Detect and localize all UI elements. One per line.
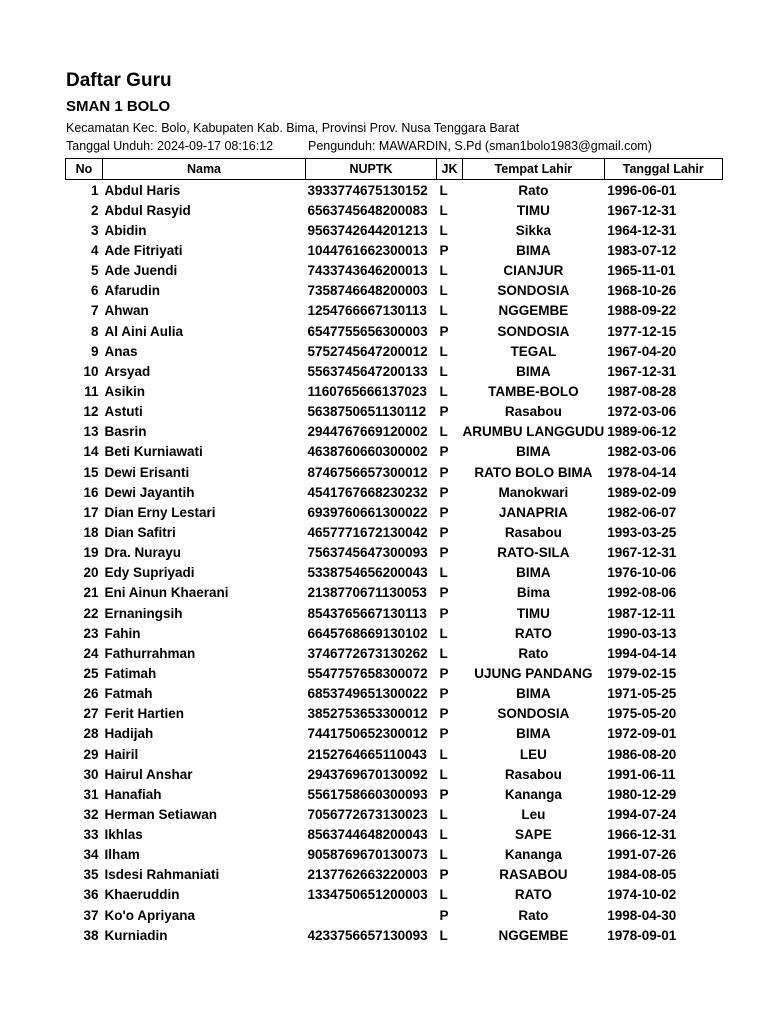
cell-tempat-lahir: NGGEMBE bbox=[498, 927, 569, 943]
cell-nama: Ade Juendi bbox=[104, 263, 178, 279]
cell-no: 7 bbox=[90, 303, 99, 319]
cell-jk: P bbox=[439, 484, 449, 500]
cell-jk: P bbox=[439, 545, 449, 561]
cell-nama: Ferit Hartien bbox=[104, 706, 185, 722]
cell-nama: Edy Supriyadi bbox=[104, 565, 195, 581]
cell-tempat-lahir: Manokwari bbox=[498, 484, 569, 500]
table-row bbox=[66, 220, 723, 240]
cell-nama: Abdul Haris bbox=[104, 182, 181, 198]
cell-tanggal-lahir: 1978-04-14 bbox=[607, 464, 677, 480]
cell-nuptk: 1160765666137023 bbox=[307, 383, 427, 399]
cell-tanggal-lahir: 1971-05-25 bbox=[607, 686, 677, 702]
cell-tanggal-lahir: 1974-10-02 bbox=[607, 887, 677, 903]
cell-tanggal-lahir: 1968-10-26 bbox=[607, 283, 677, 299]
cell-tanggal-lahir: 1980-12-29 bbox=[607, 786, 677, 802]
cell-nama: Eni Ainun Khaerani bbox=[104, 585, 229, 601]
cell-no: 10 bbox=[83, 363, 99, 379]
cell-no: 3 bbox=[90, 222, 99, 238]
cell-nuptk: 7441750652300012 bbox=[307, 726, 428, 742]
cell-tempat-lahir: TIMU bbox=[516, 202, 550, 218]
uploader-info: Pengunduh: MAWARDIN, S.Pd (sman1bolo1983@gmail.com) bbox=[308, 139, 652, 153]
cell-nuptk: 3852753653300012 bbox=[307, 706, 428, 722]
cell-no: 32 bbox=[83, 806, 99, 822]
cell-no: 4 bbox=[90, 242, 99, 258]
table-row bbox=[66, 563, 723, 583]
cell-jk: L bbox=[439, 746, 448, 762]
cell-tanggal-lahir: 1993-03-25 bbox=[607, 524, 677, 540]
cell-no: 34 bbox=[83, 847, 99, 863]
cell-nama: Isdesi Rahmaniati bbox=[104, 867, 220, 883]
cell-nuptk: 4657771672130042 bbox=[307, 524, 428, 540]
table-row bbox=[66, 522, 723, 542]
cell-tanggal-lahir: 1977-12-15 bbox=[607, 323, 677, 339]
column-header-jk: JK bbox=[437, 159, 463, 180]
cell-nuptk: 2944767669120002 bbox=[307, 424, 428, 440]
cell-tempat-lahir: Sikka bbox=[515, 222, 552, 238]
cell-nama: Fatmah bbox=[104, 686, 153, 702]
cell-nama: Ikhlas bbox=[104, 827, 143, 843]
cell-no: 21 bbox=[83, 585, 99, 601]
table-row bbox=[66, 744, 723, 764]
table-header-row bbox=[66, 159, 723, 180]
table-row bbox=[66, 623, 723, 643]
cell-jk: L bbox=[439, 927, 448, 943]
cell-nama: Dian Safitri bbox=[104, 524, 176, 540]
teacher-table bbox=[65, 158, 723, 945]
cell-nama: Dian Erny Lestari bbox=[104, 504, 216, 520]
cell-tempat-lahir: JANAPRIA bbox=[498, 504, 568, 520]
cell-nuptk: 2943769670130092 bbox=[307, 766, 428, 782]
cell-tanggal-lahir: 1967-04-20 bbox=[607, 343, 677, 359]
cell-nuptk: 7433743646200013 bbox=[307, 263, 428, 279]
cell-nama: Dewi Jayantih bbox=[104, 484, 195, 500]
cell-jk: L bbox=[439, 343, 448, 359]
cell-nuptk: 5563745647200133 bbox=[307, 363, 428, 379]
cell-tempat-lahir: Bima bbox=[516, 585, 550, 601]
cell-tempat-lahir: TAMBE-BOLO bbox=[488, 383, 579, 399]
cell-nama: Herman Setiawan bbox=[104, 806, 218, 822]
cell-tempat-lahir: ARUMBU LANGGUDU bbox=[462, 424, 605, 440]
cell-jk: P bbox=[439, 585, 449, 601]
cell-tempat-lahir: Kananga bbox=[504, 847, 562, 863]
cell-tempat-lahir: Rato bbox=[518, 907, 549, 923]
table-row bbox=[66, 764, 723, 784]
cell-tanggal-lahir: 1967-12-31 bbox=[607, 202, 677, 218]
cell-nuptk: 4638760660300002 bbox=[307, 444, 428, 460]
cell-nuptk bbox=[306, 905, 437, 925]
cell-no: 8 bbox=[90, 323, 99, 339]
location-info: Kecamatan Kec. Bolo, Kabupaten Kab. Bima, Provinsi Prov. Nusa Tenggara Barat bbox=[66, 121, 520, 135]
cell-no: 22 bbox=[83, 605, 99, 621]
cell-no: 27 bbox=[83, 706, 99, 722]
cell-tanggal-lahir: 1987-08-28 bbox=[607, 383, 677, 399]
cell-nama: Abidin bbox=[104, 222, 147, 238]
cell-no: 31 bbox=[83, 786, 99, 802]
table-row bbox=[66, 905, 723, 925]
cell-nama: Dewi Erisanti bbox=[104, 464, 190, 480]
cell-no: 18 bbox=[83, 524, 99, 540]
cell-nuptk: 7056772673130023 bbox=[307, 806, 428, 822]
table-row bbox=[66, 885, 723, 905]
table-row bbox=[66, 865, 723, 885]
table-body bbox=[66, 180, 723, 946]
table-row bbox=[66, 663, 723, 683]
table-row bbox=[66, 200, 723, 220]
table-row bbox=[66, 482, 723, 502]
cell-nama: Hadijah bbox=[104, 726, 154, 742]
cell-no: 28 bbox=[83, 726, 99, 742]
cell-no: 26 bbox=[83, 686, 99, 702]
table-row bbox=[66, 684, 723, 704]
cell-tanggal-lahir: 1972-09-01 bbox=[607, 726, 677, 742]
cell-nama: Afarudin bbox=[104, 283, 160, 299]
cell-nuptk: 9058769670130073 bbox=[307, 847, 428, 863]
cell-nama: Hairil bbox=[104, 746, 139, 762]
cell-tanggal-lahir: 1964-12-31 bbox=[607, 222, 677, 238]
cell-tanggal-lahir: 1989-02-09 bbox=[607, 484, 677, 500]
cell-nuptk: 3746772673130262 bbox=[307, 645, 428, 661]
cell-tanggal-lahir: 1978-09-01 bbox=[607, 927, 677, 943]
cell-tempat-lahir: NGGEMBE bbox=[498, 303, 569, 319]
cell-jk: P bbox=[439, 524, 449, 540]
cell-jk: P bbox=[439, 404, 449, 420]
cell-tanggal-lahir: 1982-03-06 bbox=[607, 444, 677, 460]
cell-tempat-lahir: Rasabou bbox=[504, 524, 562, 540]
cell-nuptk: 1044761662300013 bbox=[307, 242, 428, 258]
cell-tempat-lahir: BIMA bbox=[516, 565, 551, 581]
cell-tempat-lahir: UJUNG PANDANG bbox=[474, 665, 593, 681]
cell-nama: Fathurrahman bbox=[104, 645, 196, 661]
cell-tempat-lahir: SONDOSIA bbox=[497, 283, 570, 299]
cell-tanggal-lahir: 1983-07-12 bbox=[607, 242, 677, 258]
cell-nuptk: 1254766667130113 bbox=[307, 303, 427, 319]
cell-nuptk: 6547755656300003 bbox=[307, 323, 428, 339]
cell-jk: L bbox=[439, 383, 448, 399]
cell-no: 9 bbox=[90, 343, 99, 359]
cell-nuptk: 5752745647200012 bbox=[307, 343, 428, 359]
page-title: Daftar Guru bbox=[66, 70, 172, 91]
cell-jk: L bbox=[439, 847, 448, 863]
cell-jk: P bbox=[439, 605, 449, 621]
cell-nuptk: 1334750651200003 bbox=[307, 887, 428, 903]
table-row bbox=[66, 442, 723, 462]
table-row bbox=[66, 724, 723, 744]
cell-tempat-lahir: SAPE bbox=[514, 827, 552, 843]
cell-tempat-lahir: TEGAL bbox=[510, 343, 557, 359]
cell-jk: L bbox=[439, 766, 448, 782]
cell-nama: Ahwan bbox=[104, 303, 149, 319]
table-row bbox=[66, 462, 723, 482]
column-header-nama: Nama bbox=[103, 159, 306, 180]
download-date: Tanggal Unduh: 2024-09-17 08:16:12 bbox=[66, 139, 274, 153]
cell-nuptk: 8543765667130113 bbox=[307, 605, 427, 621]
table-row bbox=[66, 321, 723, 341]
cell-no: 25 bbox=[83, 665, 99, 681]
cell-jk: L bbox=[439, 263, 448, 279]
cell-tempat-lahir: BIMA bbox=[516, 686, 551, 702]
cell-no: 37 bbox=[83, 907, 99, 923]
cell-tempat-lahir: TIMU bbox=[516, 605, 550, 621]
cell-tempat-lahir: Rasabou bbox=[504, 404, 562, 420]
cell-tempat-lahir: LEU bbox=[519, 746, 547, 762]
cell-tempat-lahir: RATO bbox=[514, 625, 552, 641]
cell-tanggal-lahir: 1976-10-06 bbox=[607, 565, 677, 581]
school-name: SMAN 1 BOLO bbox=[66, 98, 171, 115]
cell-jk: L bbox=[439, 887, 448, 903]
cell-tanggal-lahir: 1982-06-07 bbox=[607, 504, 677, 520]
cell-jk: P bbox=[439, 464, 449, 480]
cell-tempat-lahir: Rato bbox=[518, 182, 549, 198]
cell-jk: P bbox=[439, 504, 449, 520]
cell-tanggal-lahir: 1991-07-26 bbox=[607, 847, 677, 863]
cell-tempat-lahir: RASABOU bbox=[499, 867, 568, 883]
cell-no: 23 bbox=[83, 625, 99, 641]
cell-jk: P bbox=[439, 242, 449, 258]
cell-tempat-lahir: RATO BOLO BIMA bbox=[474, 464, 593, 480]
cell-nama: Ade Fitriyati bbox=[104, 242, 183, 258]
cell-no: 2 bbox=[90, 202, 99, 218]
table-row bbox=[66, 361, 723, 381]
cell-no: 36 bbox=[83, 887, 99, 903]
cell-no: 33 bbox=[83, 827, 99, 843]
cell-tempat-lahir: Leu bbox=[521, 806, 546, 822]
cell-nuptk: 5561758660300093 bbox=[307, 786, 428, 802]
cell-nama: Fahin bbox=[104, 625, 141, 641]
cell-tanggal-lahir: 1994-07-24 bbox=[607, 806, 677, 822]
cell-tempat-lahir: CIANJUR bbox=[503, 263, 564, 279]
table-row bbox=[66, 784, 723, 804]
column-header-tanggal-lahir: Tanggal Lahir bbox=[604, 159, 722, 180]
cell-nuptk: 6939760661300022 bbox=[307, 504, 428, 520]
cell-jk: P bbox=[439, 706, 449, 722]
cell-nuptk: 8563744648200043 bbox=[307, 827, 428, 843]
cell-jk: P bbox=[439, 726, 449, 742]
cell-nama: Ko'o Apriyana bbox=[104, 907, 195, 923]
column-header-no: No bbox=[66, 159, 103, 180]
cell-tempat-lahir: Rasabou bbox=[504, 766, 562, 782]
cell-nuptk: 5547757658300072 bbox=[307, 665, 428, 681]
cell-no: 11 bbox=[84, 383, 99, 399]
cell-jk: P bbox=[439, 323, 449, 339]
cell-no: 20 bbox=[83, 565, 99, 581]
table-row bbox=[66, 583, 723, 603]
cell-tanggal-lahir: 1988-09-22 bbox=[607, 303, 677, 319]
table-row bbox=[66, 381, 723, 401]
cell-tanggal-lahir: 1966-12-31 bbox=[607, 827, 677, 843]
cell-tanggal-lahir: 1972-03-06 bbox=[607, 404, 677, 420]
cell-jk: L bbox=[439, 645, 448, 661]
cell-jk: L bbox=[439, 283, 448, 299]
cell-no: 14 bbox=[83, 444, 99, 460]
table-row bbox=[66, 825, 723, 845]
cell-nama: Dra. Nurayu bbox=[104, 545, 182, 561]
cell-no: 5 bbox=[90, 263, 99, 279]
cell-tanggal-lahir: 1975-05-20 bbox=[607, 706, 677, 722]
cell-tempat-lahir: BIMA bbox=[516, 726, 551, 742]
cell-jk: L bbox=[439, 565, 448, 581]
cell-nuptk: 2152764665110043 bbox=[307, 746, 427, 762]
cell-tempat-lahir: BIMA bbox=[516, 444, 551, 460]
cell-jk: L bbox=[439, 827, 448, 843]
cell-nuptk: 2138770671130053 bbox=[307, 585, 427, 601]
cell-nama: Ilham bbox=[104, 847, 140, 863]
cell-tempat-lahir: Kananga bbox=[504, 786, 562, 802]
cell-nuptk: 5338754656200043 bbox=[307, 565, 428, 581]
cell-nama: Basrin bbox=[104, 424, 147, 440]
cell-tanggal-lahir: 1987-12-11 bbox=[607, 605, 676, 621]
cell-nama: Beti Kurniawati bbox=[104, 444, 203, 460]
table-row bbox=[66, 240, 723, 260]
cell-tempat-lahir: BIMA bbox=[516, 363, 551, 379]
cell-nama: Anas bbox=[104, 343, 138, 359]
cell-nama: Ernaningsih bbox=[104, 605, 183, 621]
table-row bbox=[66, 261, 723, 281]
cell-tempat-lahir: SONDOSIA bbox=[497, 706, 570, 722]
table-row bbox=[66, 603, 723, 623]
column-header-nuptk: NUPTK bbox=[306, 159, 437, 180]
table-row bbox=[66, 422, 723, 442]
table-row bbox=[66, 643, 723, 663]
cell-tempat-lahir: SONDOSIA bbox=[497, 323, 570, 339]
cell-tempat-lahir: RATO bbox=[514, 887, 552, 903]
cell-nama: Al Aini Aulia bbox=[104, 323, 184, 339]
cell-no: 19 bbox=[83, 545, 99, 561]
table-row bbox=[66, 341, 723, 361]
cell-nama: Hanafiah bbox=[104, 786, 162, 802]
cell-nama: Kurniadin bbox=[104, 927, 168, 943]
cell-no: 29 bbox=[83, 746, 99, 762]
cell-nama: Khaeruddin bbox=[104, 887, 180, 903]
cell-jk: L bbox=[439, 363, 448, 379]
cell-tanggal-lahir: 1967-12-31 bbox=[607, 363, 677, 379]
cell-jk: L bbox=[439, 202, 448, 218]
cell-nuptk: 2137762663220003 bbox=[307, 867, 428, 883]
cell-jk: P bbox=[439, 907, 449, 923]
cell-nama: Abdul Rasyid bbox=[104, 202, 191, 218]
cell-tempat-lahir: Rato bbox=[518, 645, 549, 661]
cell-nuptk: 3933774675130152 bbox=[307, 182, 428, 198]
cell-nuptk: 8746756657300012 bbox=[307, 464, 428, 480]
cell-tanggal-lahir: 1979-02-15 bbox=[607, 665, 677, 681]
cell-nama: Hairul Anshar bbox=[104, 766, 193, 782]
cell-jk: P bbox=[439, 665, 449, 681]
cell-tanggal-lahir: 1989-06-12 bbox=[607, 424, 677, 440]
table-row bbox=[66, 301, 723, 321]
cell-jk: L bbox=[439, 222, 448, 238]
cell-jk: P bbox=[439, 786, 449, 802]
cell-nuptk: 6563745648200083 bbox=[307, 202, 428, 218]
cell-no: 13 bbox=[83, 424, 99, 440]
cell-no: 30 bbox=[83, 766, 99, 782]
cell-tanggal-lahir: 1984-08-05 bbox=[607, 867, 677, 883]
cell-no: 38 bbox=[83, 927, 99, 943]
cell-no: 1 bbox=[90, 182, 99, 198]
cell-nama: Astuti bbox=[104, 404, 143, 420]
cell-nama: Arsyad bbox=[104, 363, 151, 379]
cell-tanggal-lahir: 1990-03-13 bbox=[607, 625, 677, 641]
table-row bbox=[66, 704, 723, 724]
table-row bbox=[66, 804, 723, 824]
cell-tempat-lahir: RATO-SILA bbox=[497, 545, 570, 561]
cell-jk: P bbox=[439, 686, 449, 702]
download-info-line bbox=[66, 139, 652, 153]
table-row bbox=[66, 180, 723, 201]
table-row bbox=[66, 502, 723, 522]
cell-jk: L bbox=[439, 625, 448, 641]
cell-jk: L bbox=[439, 182, 448, 198]
cell-nuptk: 5638750651130112 bbox=[307, 404, 427, 420]
cell-tanggal-lahir: 1967-12-31 bbox=[607, 545, 677, 561]
cell-tanggal-lahir: 1998-04-30 bbox=[607, 907, 677, 923]
cell-nuptk: 7563745647300093 bbox=[307, 545, 428, 561]
cell-nama: Asikin bbox=[104, 383, 146, 399]
cell-nuptk: 7358746648200003 bbox=[307, 283, 428, 299]
cell-nuptk: 6645768669130102 bbox=[307, 625, 428, 641]
table-row bbox=[66, 543, 723, 563]
cell-tanggal-lahir: 1965-11-01 bbox=[607, 263, 676, 279]
cell-tanggal-lahir: 1994-04-14 bbox=[607, 645, 677, 661]
cell-no: 15 bbox=[83, 464, 99, 480]
table-row bbox=[66, 845, 723, 865]
cell-no: 17 bbox=[83, 504, 99, 520]
cell-jk: L bbox=[439, 424, 448, 440]
cell-nuptk: 6853749651300022 bbox=[307, 686, 428, 702]
cell-tanggal-lahir: 1991-06-11 bbox=[607, 766, 676, 782]
cell-tanggal-lahir: 1986-08-20 bbox=[607, 746, 677, 762]
cell-jk: P bbox=[439, 867, 449, 883]
cell-jk: P bbox=[439, 444, 449, 460]
table-row bbox=[66, 402, 723, 422]
cell-tempat-lahir: BIMA bbox=[516, 242, 551, 258]
column-header-tempat-lahir: Tempat Lahir bbox=[463, 159, 605, 180]
cell-no: 24 bbox=[83, 645, 99, 661]
table-row bbox=[66, 281, 723, 301]
cell-no: 6 bbox=[90, 283, 99, 299]
cell-nuptk: 9563742644201213 bbox=[307, 222, 428, 238]
cell-nuptk: 4233756657130093 bbox=[307, 927, 428, 943]
cell-no: 12 bbox=[83, 404, 99, 420]
cell-jk: L bbox=[439, 806, 448, 822]
cell-nuptk: 4541767668230232 bbox=[307, 484, 428, 500]
cell-tanggal-lahir: 1996-06-01 bbox=[607, 182, 677, 198]
cell-jk: L bbox=[439, 303, 448, 319]
table-row bbox=[66, 925, 723, 945]
cell-no: 35 bbox=[83, 867, 99, 883]
cell-tanggal-lahir: 1992-08-06 bbox=[607, 585, 677, 601]
cell-nama: Fatimah bbox=[104, 665, 157, 681]
cell-no: 16 bbox=[83, 484, 99, 500]
